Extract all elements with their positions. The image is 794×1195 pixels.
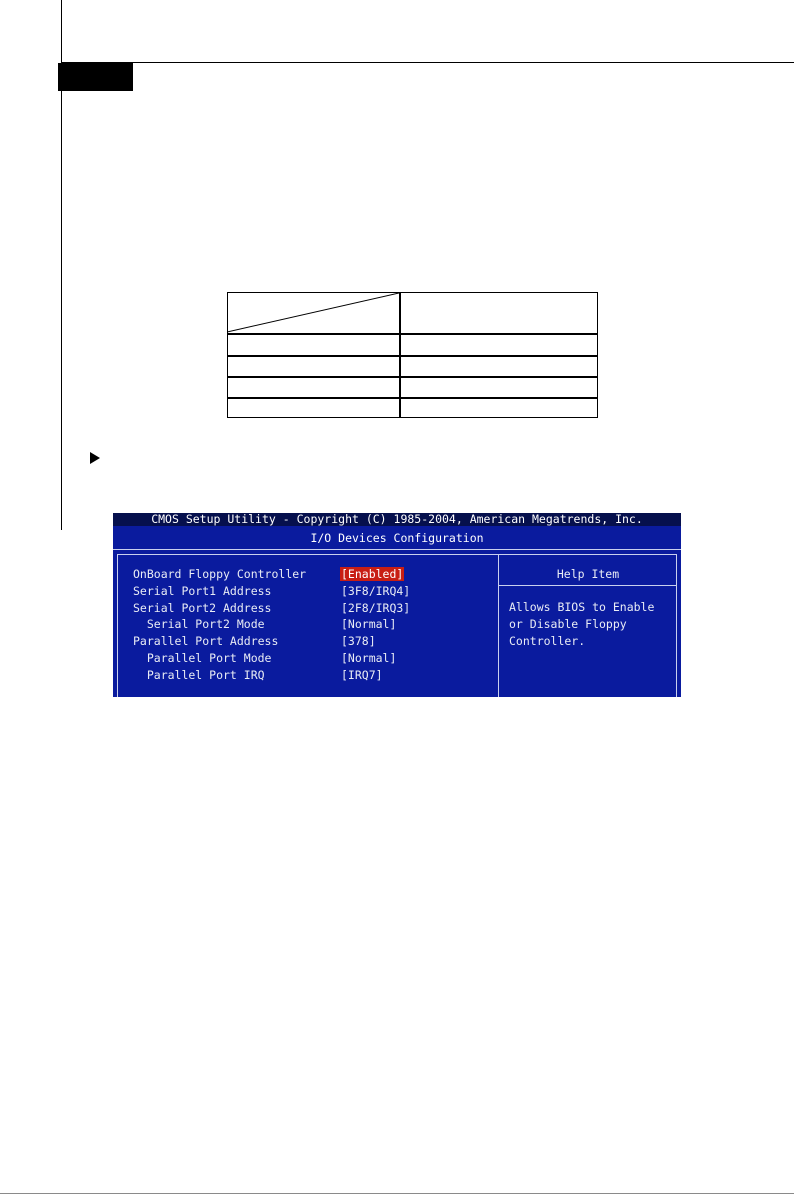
- bios-item-parallel-port-address[interactable]: Parallel Port Address: [133, 634, 279, 648]
- bios-help-rule: [499, 585, 677, 586]
- bios-value-parallel-port-address[interactable]: [378]: [341, 634, 376, 648]
- bios-item-serial-port2-address[interactable]: Serial Port2 Address: [133, 601, 272, 615]
- bios-value-serial-port2-mode[interactable]: [Normal]: [341, 617, 397, 631]
- bios-value-parallel-port-mode[interactable]: [Normal]: [341, 651, 397, 665]
- bios-item-parallel-port-irq[interactable]: Parallel Port IRQ: [133, 668, 265, 682]
- bios-help-title: Help Item: [556, 567, 620, 581]
- bullet-arrow-icon: [90, 452, 100, 464]
- table-row-divider: [227, 397, 598, 399]
- bios-page-title: I/O Devices Configuration: [310, 531, 484, 545]
- bios-title-bar: CMOS Setup Utility - Copyright (C) 1985-2004, American Megatrends, Inc.: [113, 513, 681, 526]
- table-row-divider: [227, 333, 598, 335]
- bios-value-serial-port1-address[interactable]: [3F8/IRQ4]: [341, 584, 411, 598]
- bios-value-parallel-port-irq[interactable]: [IRQ7]: [341, 668, 383, 682]
- page-top-rule: [61, 62, 794, 63]
- bios-item-serial-port1-address[interactable]: Serial Port1 Address: [133, 584, 272, 598]
- bios-help-text: Allows BIOS to Enable or Disable Floppy Controller.: [509, 600, 655, 648]
- table-row-divider: [227, 355, 598, 357]
- page-bottom-rule: [0, 1193, 794, 1194]
- table-diagonal-header: [227, 292, 399, 334]
- bios-title-rule: [113, 549, 681, 550]
- bios-item-serial-port2-mode[interactable]: Serial Port2 Mode: [133, 617, 265, 631]
- bios-item-floppy-controller[interactable]: OnBoard Floppy Controller: [133, 567, 307, 581]
- chapter-tab: [58, 63, 133, 91]
- bios-screenshot: [113, 513, 681, 697]
- reference-table: [227, 292, 598, 418]
- bios-value-serial-port2-address[interactable]: [2F8/IRQ3]: [341, 601, 411, 615]
- bios-value-floppy-controller[interactable]: [Enabled]: [341, 567, 404, 581]
- bios-item-parallel-port-mode[interactable]: Parallel Port Mode: [133, 651, 272, 665]
- table-row-divider: [227, 376, 598, 378]
